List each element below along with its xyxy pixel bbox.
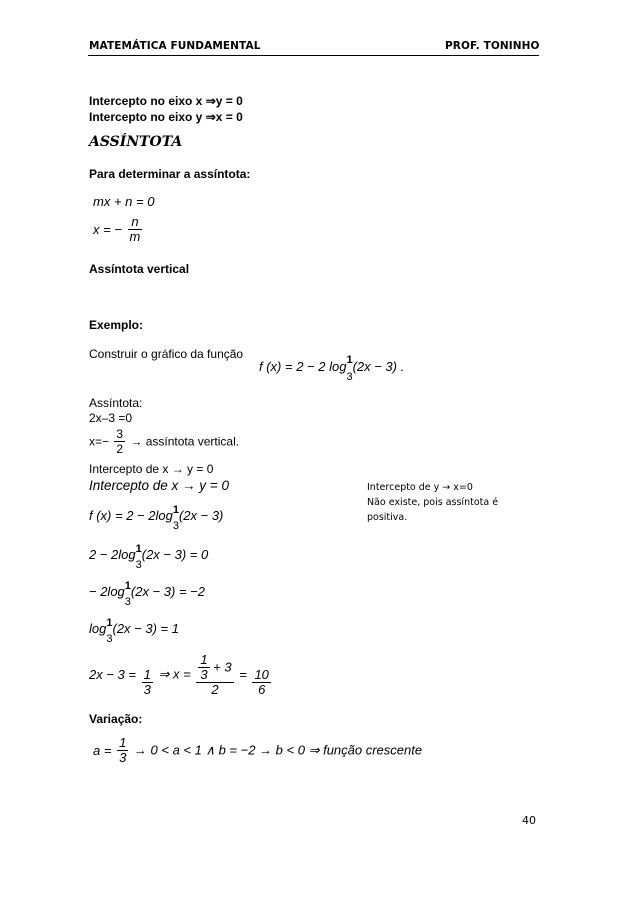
formula-part-b: (2x − 3) . (352, 359, 405, 374)
step-2-part-a: 2 − 2log (89, 547, 136, 562)
fraction-1-3 (117, 736, 128, 765)
step-1-part-b: (2x − 3) (178, 508, 224, 523)
construct-text: Construir o gráfico da função (89, 347, 244, 361)
page-number: 40 (522, 814, 536, 827)
note-line-3: positiva. (367, 512, 408, 523)
log-base-den: 3 (124, 596, 131, 608)
step-4-part-a: log (89, 621, 107, 636)
variation-formula (93, 736, 422, 765)
note-box (367, 480, 498, 525)
intercept-y-axis: Intercepto no eixo y ⇒x = 0 (89, 110, 243, 124)
example-label: Exemplo: (89, 318, 144, 332)
step-3-part-b: (2x − 3) = −2 (130, 584, 205, 599)
step-2 (89, 535, 209, 571)
intercept-x-plain: Intercepto de x → y = 0 (89, 462, 214, 476)
inner-fraction (198, 653, 209, 682)
fraction-denominator: 2 (211, 681, 219, 697)
variation-a: a = (93, 743, 112, 758)
fraction-numerator: 1 (143, 667, 151, 682)
fraction-n-m (128, 215, 143, 244)
asymptote-result-suffix: → assíntota vertical. (130, 434, 240, 449)
step-2-part-b: (2x − 3) = 0 (141, 547, 209, 562)
fraction-numerator: 10 (254, 667, 269, 682)
final-equation (89, 652, 273, 697)
fraction-numerator: 1 (119, 735, 127, 750)
log-base (136, 544, 142, 571)
final-lhs: 2x − 3 = (89, 667, 136, 682)
construct-formula (259, 346, 405, 383)
compound-numerator (196, 653, 233, 683)
log-base-den: 3 (106, 633, 113, 645)
inner-plus: + 3 (213, 659, 232, 674)
vertical-asymptote-label: Assíntota vertical (89, 262, 190, 276)
header-left: MATEMÁTICA FUNDAMENTAL (89, 40, 261, 52)
header-right: PROF. TONINHO (445, 40, 540, 52)
fraction-denominator: 2 (116, 442, 124, 456)
final-implies: ⇒ x = (158, 666, 191, 682)
final-equals: = (239, 667, 247, 682)
asymptote-equation: 2x–3 =0 (89, 411, 133, 425)
equation-x-lhs: x = − (93, 222, 122, 237)
log-base-den: 3 (172, 520, 179, 532)
fraction-1-3 (142, 668, 153, 697)
note-line-1: Intercepto de y → x=0 (367, 482, 473, 493)
log-base-num: 1 (106, 617, 113, 629)
fraction-denominator: 6 (258, 682, 266, 697)
fraction-compound (196, 653, 233, 697)
fraction-denominator: m (129, 229, 141, 244)
fraction-numerator: 3 (116, 427, 124, 441)
equation-mx-n: mx + n = 0 (93, 194, 155, 209)
note-line-2: Não existe, pois assíntota é (367, 497, 499, 508)
determine-label: Para determinar a assíntota: (89, 167, 251, 181)
log-base (346, 355, 352, 383)
log-base-den: 3 (135, 559, 142, 571)
fraction-numerator: n (128, 215, 143, 230)
step-3-part-a: − 2log (89, 584, 125, 599)
step-4-part-b: (2x − 3) = 1 (112, 621, 179, 636)
asymptote-result (89, 427, 239, 456)
log-base (106, 618, 112, 645)
equation-x (93, 215, 144, 244)
formula-part-a: f (x) = 2 − 2 log (259, 359, 347, 374)
log-base-num: 1 (124, 580, 131, 592)
step-4 (89, 609, 179, 645)
variation-label: Variação: (89, 712, 143, 726)
variation-rest: → 0 < a < 1 ∧ b = −2 → b < 0 ⇒ função crescente (133, 742, 423, 758)
fraction-10-6 (252, 668, 270, 697)
log-base-den: 3 (346, 371, 353, 383)
fraction-denominator: 3 (143, 682, 151, 697)
header-rule (88, 55, 539, 56)
fraction-denominator: 3 (119, 750, 127, 765)
asymptote-result-prefix: x=− (89, 434, 110, 449)
log-base-num: 1 (135, 543, 142, 555)
inner-numerator: 1 (200, 651, 208, 667)
log-base-num: 1 (346, 354, 353, 366)
section-title: ASSÍNTOTA (89, 134, 183, 150)
intercept-x-italic: Intercepto de x → y = 0 (89, 478, 229, 493)
step-3 (89, 572, 205, 608)
step-1-part-a: f (x) = 2 − 2log (89, 508, 173, 523)
intercept-x-axis: Intercepto no eixo x ⇒y = 0 (89, 94, 243, 108)
log-base-num: 1 (172, 504, 179, 516)
log-base (173, 505, 179, 532)
step-1 (89, 496, 224, 532)
fraction-3-2 (114, 427, 125, 456)
inner-denominator: 3 (200, 666, 208, 682)
log-base (125, 581, 131, 608)
asymptote-heading: Assíntota: (89, 396, 143, 410)
